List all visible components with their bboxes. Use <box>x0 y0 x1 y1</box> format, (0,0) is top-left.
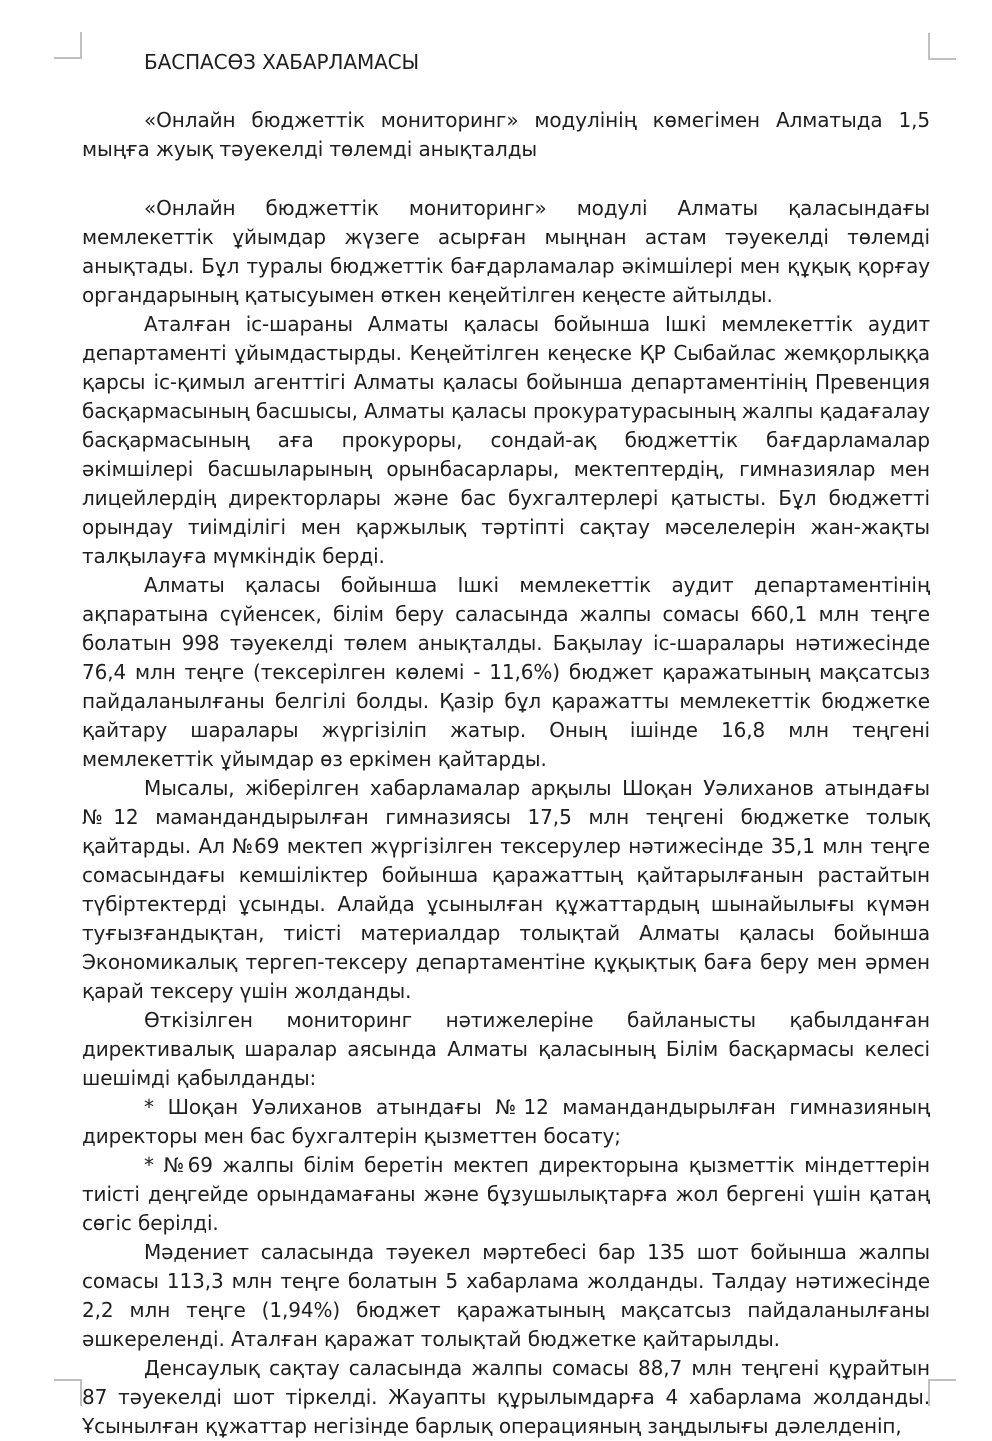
paragraph: «Онлайн бюджеттік мониторинг» модулі Алматы қаласындағы мемлекеттік ұйымдар жүзеге асырған мыңнан астам тәуекелді төлемді анықтады. Бұл туралы бюджеттік бағдарламалар әкімшілері мен құқық қорғау органдарының қатысуымен өткен кеңейтілген кеңесте айтылды. <box>82 196 930 307</box>
paragraph: Денсаулық сақтау саласында жалпы сомасы 88,7 млн теңгені құрайтын 87 тәуекелді шот тіркелді. Жауапты құрылымдарға 4 хабарлама жолданды. Ұсынылған құжаттар негізінде барлық операцияның заңдылығы дәлелденіп, <box>82 1356 930 1438</box>
crop-mark-bottom-right-icon <box>928 1379 956 1406</box>
bullet-item: * Шоқан Уәлиханов атындағы №12 мамандандырылған гимназияның директоры мен бас бухгалтерін қызметтен босату; <box>82 1095 930 1148</box>
paragraph: Өткізілген мониторинг нәтижелеріне байланысты қабылданған директивалық шаралар аясында Алматы қаласының Білім басқармасы келесі шешімді қабылданды: <box>82 1008 930 1090</box>
document-content <box>82 48 930 1441</box>
crop-mark-top-left-icon <box>54 32 82 59</box>
bullet-item: * №69 жалпы білім беретін мектеп директорына қызметтік міндеттерін тиісті деңгейде орындамағаны және бұзушылықтарға жол бергені үшін қатаң сөгіс берілді. <box>82 1153 930 1235</box>
paragraph: Мысалы, жіберілген хабарламалар арқылы Шоқан Уәлиханов атындағы №12 мамандандырылған гимназиясы 17,5 млн теңгені бюджетке толық қайтарды. Ал №69 мектеп жүргізілген тексерулер нәтижесінде 35,1 млн теңге сомасындағы кемшіліктер бойынша қаражаттың қайтарылғанын растайтын түбіртектерді ұсынды. Алайда ұсынылған құжаттардың шынайылығы күмән туғызғандықтан, тиісті материалдар толықтай Алматы қаласы бойынша Экономикалық тергеп-тексеру департаментіне құқықтық баға беру мен әрмен қарай тексеру үшін жолданды. <box>82 776 930 1003</box>
paragraph: Мәдениет саласында тәуекел мәртебесі бар 135 шот бойынша жалпы сомасы 113,3 млн теңге болатын 5 хабарлама жолданды. Талдау нәтижесінде 2,2 млн теңге (1,94%) бюджет қаражатының мақсатсыз пайдаланылғаны әшкереленді. Аталған қаражат толықтай бюджетке қайтарылды. <box>82 1240 930 1351</box>
paragraph: Аталған іс-шараны Алматы қаласы бойынша Ішкі мемлекеттік аудит департаменті ұйымдастырды. Кеңейтілген кеңеске ҚР Сыбайлас жемқорлыққа қарсы іс-қимыл агенттігі Алматы қаласы бойынша департаментінің Превенция басқармасының басшысы, Алматы қаласы прокуратурасының жалпы қадағалау басқармасының аға прокуроры, сондай-ақ бюджеттік бағдарламалар әкімшілері басшыларының орынбасарлары, мектептердің, гимназиялар мен лицейлердің директорлары және бас бухгалтерлері қатысты. Бұл бюджетті орындау тиімділігі мен қаржылық тәртіпті сақтау мәселелерін жан-жақты талқылауға мүмкіндік берді. <box>82 312 930 568</box>
crop-mark-bottom-left-icon <box>54 1379 82 1406</box>
document-title: «Онлайн бюджеттік мониторинг» модулінің көмегімен Алматыда 1,5 мыңға жуық тәуекелді төлемді анықталды <box>82 108 930 161</box>
crop-mark-top-right-icon <box>928 33 956 60</box>
press-release-heading: БАСПАСӨЗ ХАБАРЛАМАСЫ <box>144 50 420 74</box>
paragraph: Алматы қаласы бойынша Ішкі мемлекеттік аудит департаментінің ақпаратына сүйенсек, білім беру саласында жалпы сомасы 660,1 млн теңге болатын 998 тәуекелді төлем анықталды. Бақылау іс-шаралары нәтижесінде 76,4 млн теңге (тексерілген көлемі - 11,6%) бюджет қаражатының мақсатсыз пайдаланылғаны белгілі болды. Қазір бұл қаражатты мемлекеттік бюджетке қайтару шаралары жүргізіліп жатыр. Оның ішінде 16,8 млн теңгені мемлекеттік ұйымдар өз еркімен қайтарды. <box>82 573 930 771</box>
